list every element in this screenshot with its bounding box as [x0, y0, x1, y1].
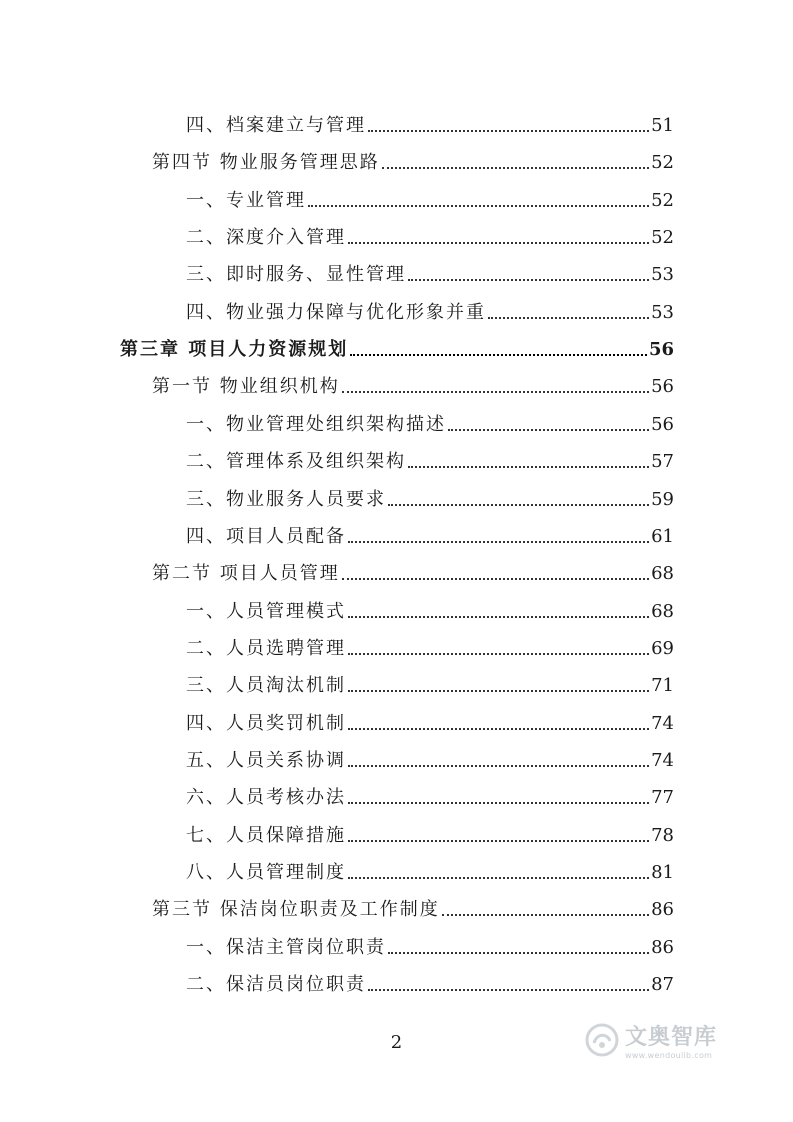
toc-entry-title: 二、深度介入管理: [186, 227, 346, 249]
toc-entry-title: 第二节 项目人员管理: [152, 563, 340, 585]
toc-entry-page: 56: [651, 376, 674, 398]
toc-entry[interactable]: [186, 474, 674, 511]
toc-entry-title: 一、专业管理: [186, 189, 306, 211]
toc-entry-page: 68: [651, 563, 674, 585]
toc-entry-title: 二、管理体系及组织架构: [186, 451, 406, 473]
toc-dot-leader: [488, 317, 649, 319]
toc-dot-leader: [348, 242, 649, 244]
toc-entry-page: 74: [651, 749, 674, 771]
toc-dot-leader: [348, 690, 649, 692]
toc-entry[interactable]: [186, 511, 674, 548]
toc-entry-page: 57: [651, 451, 674, 473]
toc-entry-page: 87: [651, 974, 674, 996]
toc-dot-leader: [408, 279, 649, 281]
toc-entry-title: 第三节 保洁岗位职责及工作制度: [152, 899, 440, 921]
toc-entry-page: 68: [651, 600, 674, 622]
watermark-url: www.wendoulib.com: [625, 1051, 713, 1060]
toc-entry-page: 52: [651, 227, 674, 249]
toc-entry-title: 第四节 物业服务管理思路: [152, 152, 380, 174]
toc-entry[interactable]: [152, 137, 674, 174]
toc-entry-title: 六、人员考核办法: [186, 787, 346, 809]
toc-dot-leader: [348, 728, 649, 730]
toc-entry-title: 第一节 物业组织机构: [152, 376, 340, 398]
toc-entry-page: 69: [651, 637, 674, 659]
toc-entry[interactable]: [152, 884, 674, 921]
toc-entry[interactable]: [186, 436, 674, 473]
toc-entry-title: 三、人员淘汰机制: [186, 675, 346, 697]
watermark: [585, 1020, 717, 1060]
toc-entry[interactable]: [186, 847, 674, 884]
toc-entry-page: 77: [651, 787, 674, 809]
toc-entry-page: 59: [651, 488, 674, 510]
toc-dot-leader: [408, 466, 649, 468]
toc-entry-title: 二、人员选聘管理: [186, 637, 346, 659]
toc-dot-leader: [388, 504, 649, 506]
toc-entry[interactable]: [186, 959, 674, 996]
toc-dot-leader: [348, 840, 649, 842]
toc-entry[interactable]: [186, 212, 674, 249]
toc-entry-title: 四、项目人员配备: [186, 525, 346, 547]
toc-entry[interactable]: [186, 922, 674, 959]
toc-entry-page: 52: [651, 189, 674, 211]
toc-entry-title: 一、保洁主管岗位职责: [186, 936, 386, 958]
toc-dot-leader: [348, 541, 649, 543]
toc-entry-page: 86: [651, 899, 674, 921]
toc-entry-title: 二、保洁员岗位职责: [186, 974, 366, 996]
toc-dot-leader: [308, 205, 649, 207]
toc-entry-title: 一、物业管理处组织架构描述: [186, 413, 446, 435]
toc-entry-title: 八、人员管理制度: [186, 862, 346, 883]
toc-dot-leader: [442, 914, 649, 916]
toc-dot-leader: [348, 877, 649, 879]
toc-entry[interactable]: [186, 772, 674, 809]
page-number: 2: [390, 1032, 403, 1053]
toc-dot-leader: [368, 989, 649, 991]
toc-entry-page: 61: [651, 525, 674, 547]
toc-entry-page: 53: [651, 301, 674, 323]
toc-entry[interactable]: [120, 324, 674, 361]
toc-entry[interactable]: [186, 100, 674, 137]
toc-dot-leader: [348, 653, 649, 655]
toc-entry-page: 56: [651, 413, 674, 435]
toc-entry-title: 一、人员管理模式: [186, 600, 346, 622]
toc-entry[interactable]: [186, 586, 674, 623]
toc-entry[interactable]: [186, 287, 674, 324]
toc-entry-page: 52: [651, 152, 674, 174]
toc-entry[interactable]: [186, 399, 674, 436]
toc-entry-page: 53: [651, 264, 674, 286]
watermark-name: 文奥智库: [625, 1025, 718, 1050]
toc-entry[interactable]: [186, 735, 674, 772]
toc-dot-leader: [348, 616, 649, 618]
toc-dot-leader: [448, 429, 649, 431]
toc-entry[interactable]: [186, 249, 674, 286]
toc-entry-title: 第三章 项目人力资源规划: [120, 339, 349, 361]
toc-entry-page: 74: [651, 712, 674, 734]
toc-entry[interactable]: [152, 548, 674, 585]
toc-entry-title: 三、即时服务、显性管理: [186, 264, 406, 286]
toc-entry-title: 七、人员保障措施: [186, 824, 346, 846]
toc-entry-page: 86: [651, 936, 674, 958]
toc-entry[interactable]: [186, 623, 674, 660]
toc-entry-title: 五、人员关系协调: [186, 749, 346, 771]
toc-entry-title: 四、人员奖罚机制: [186, 712, 346, 734]
toc-entry-page: 81: [651, 862, 674, 883]
toc-dot-leader: [350, 354, 647, 356]
toc-dot-leader: [368, 130, 649, 132]
toc-entry-page: 78: [651, 824, 674, 846]
toc-entry-title: 三、物业服务人员要求: [186, 488, 386, 510]
toc-dot-leader: [382, 167, 649, 169]
toc-entry-page: 71: [651, 675, 674, 697]
toc-entry[interactable]: [152, 361, 674, 398]
toc-entry-page: 51: [651, 115, 674, 136]
toc-entry[interactable]: [186, 810, 674, 847]
toc-entry[interactable]: [186, 175, 674, 212]
toc-dot-leader: [342, 578, 649, 580]
toc-dot-leader: [342, 391, 649, 393]
toc-dot-leader: [348, 765, 649, 767]
toc-dot-leader: [388, 952, 649, 954]
toc-entry-page: 56: [648, 339, 674, 361]
toc-entry[interactable]: [186, 698, 674, 735]
toc-entry[interactable]: [186, 660, 674, 697]
watermark-logo-icon: [585, 1023, 619, 1057]
toc-dot-leader: [348, 802, 649, 804]
toc-entry-title: 四、档案建立与管理: [186, 115, 366, 136]
toc-entry-title: 四、物业强力保障与优化形象并重: [186, 301, 486, 323]
